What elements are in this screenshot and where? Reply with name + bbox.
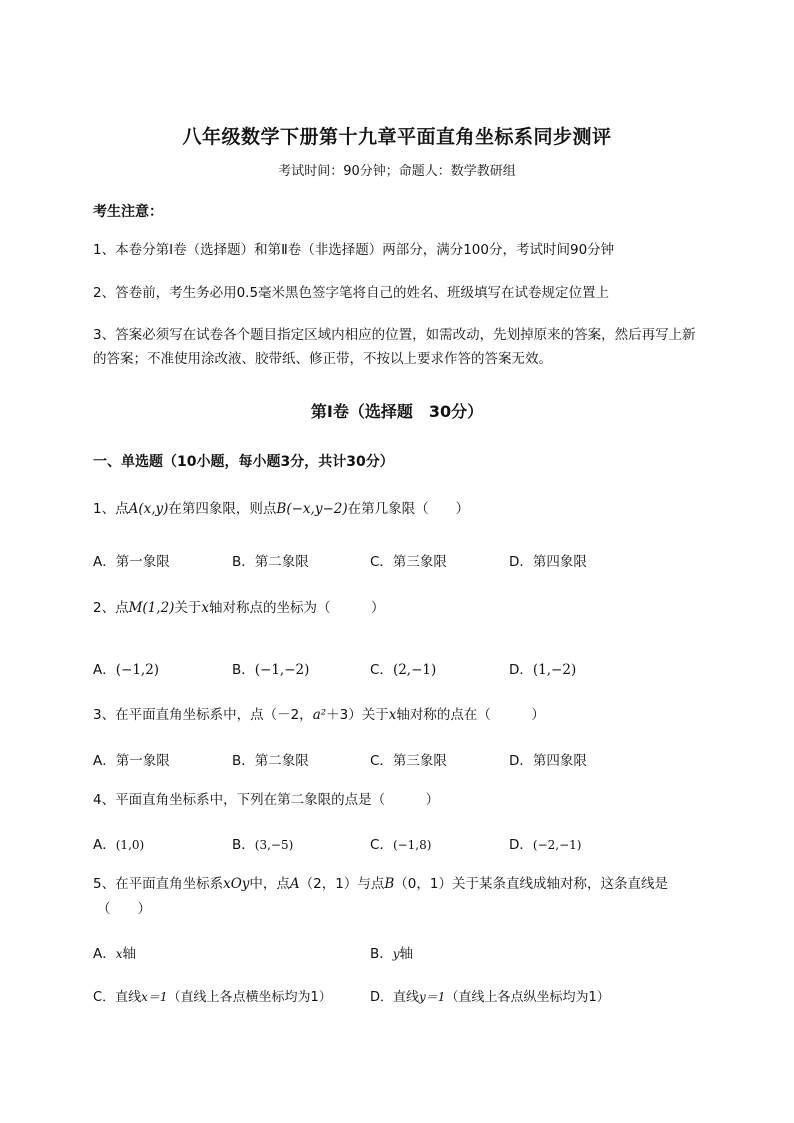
q3-option-a: A．第一象限: [93, 753, 170, 769]
notice-item-2: 2、答卷前，考生务必用0.5毫米黑色签字笔将自己的姓名、班级填写在试卷规定位置上: [93, 285, 610, 301]
q4-option-d: D．(−2,−1): [509, 837, 582, 853]
question-2-stem: 2、点M(1,2)关于x轴对称点的坐标为（ ）: [93, 600, 385, 616]
q5-option-d: D．直线y＝1（直线上各点纵坐标均为1）: [370, 990, 610, 1005]
q4-option-b: B．(3,−5): [232, 837, 294, 853]
q1-option-c: C．第三象限: [370, 554, 447, 570]
question-1-stem: 1、点A(x,y)在第四象限，则点B(−x,y−2)在第几象限（ ）: [93, 501, 470, 517]
q5-option-a: A．x轴: [93, 946, 137, 962]
q3-option-b: B．第二象限: [232, 753, 309, 769]
notice-heading: 考生注意：: [93, 204, 163, 220]
notice-item-3-continued: 的答案；不准使用涂改液、胶带纸、修正带，不按以上要求作答的答案无效。: [93, 351, 552, 367]
page-title: 八年级数学下册第十九章平面直角坐标系同步测评: [182, 126, 612, 148]
point-b-expression: B(−x,y−2): [276, 501, 348, 517]
q2-option-c: C．(2,−1): [370, 662, 437, 678]
q5-option-b: B．y轴: [370, 946, 414, 962]
q3-option-d: D．第四象限: [509, 753, 587, 769]
q1-option-b: B．第二象限: [232, 554, 309, 570]
q2-option-d: D．(1,−2): [509, 662, 577, 678]
q2-option-a: A．(−1,2): [93, 662, 160, 678]
q5-option-c: C．直线x＝1（直线上各点横坐标均为1）: [93, 990, 332, 1005]
q1-option-a: A．第一象限: [93, 554, 170, 570]
exam-info: 考试时间：90分钟；命题人：数学教研组: [278, 164, 516, 179]
notice-item-3: 3、答案必须写在试卷各个题目指定区域内相应的位置，如需改动，先划掉原来的答案，然后再写上新: [93, 327, 696, 343]
part-title: 一、单选题（10小题，每小题3分，共计30分）: [93, 454, 394, 470]
q1-option-d: D．第四象限: [509, 554, 587, 570]
question-5-stem: 5、在平面直角坐标系xOy中，点A（2，1）与点B（0，1）关于某条直线成轴对称，这条直线是: [93, 876, 668, 892]
section-title: 第I卷（选择题 30分）: [310, 402, 484, 421]
question-4-stem: 4、平面直角坐标系中，下列在第二象限的点是（ ）: [93, 792, 440, 808]
q4-option-c: C．(−1,8): [370, 837, 432, 853]
q2-option-b: B．(−1,−2): [232, 662, 310, 678]
q4-option-a: A．(1,0): [93, 837, 145, 853]
point-a-expression: A(x,y): [128, 501, 169, 517]
question-5-answer-blank: （ ）: [97, 901, 151, 917]
q3-option-c: C．第三象限: [370, 753, 447, 769]
notice-item-1: 1、本卷分第I卷（选择题）和第Ⅱ卷（非选择题）两部分，满分100分，考试时间90分钟: [93, 242, 615, 258]
question-3-stem: 3、在平面直角坐标系中，点（－2，a²＋3）关于x轴对称的点在（ ）: [93, 707, 545, 723]
